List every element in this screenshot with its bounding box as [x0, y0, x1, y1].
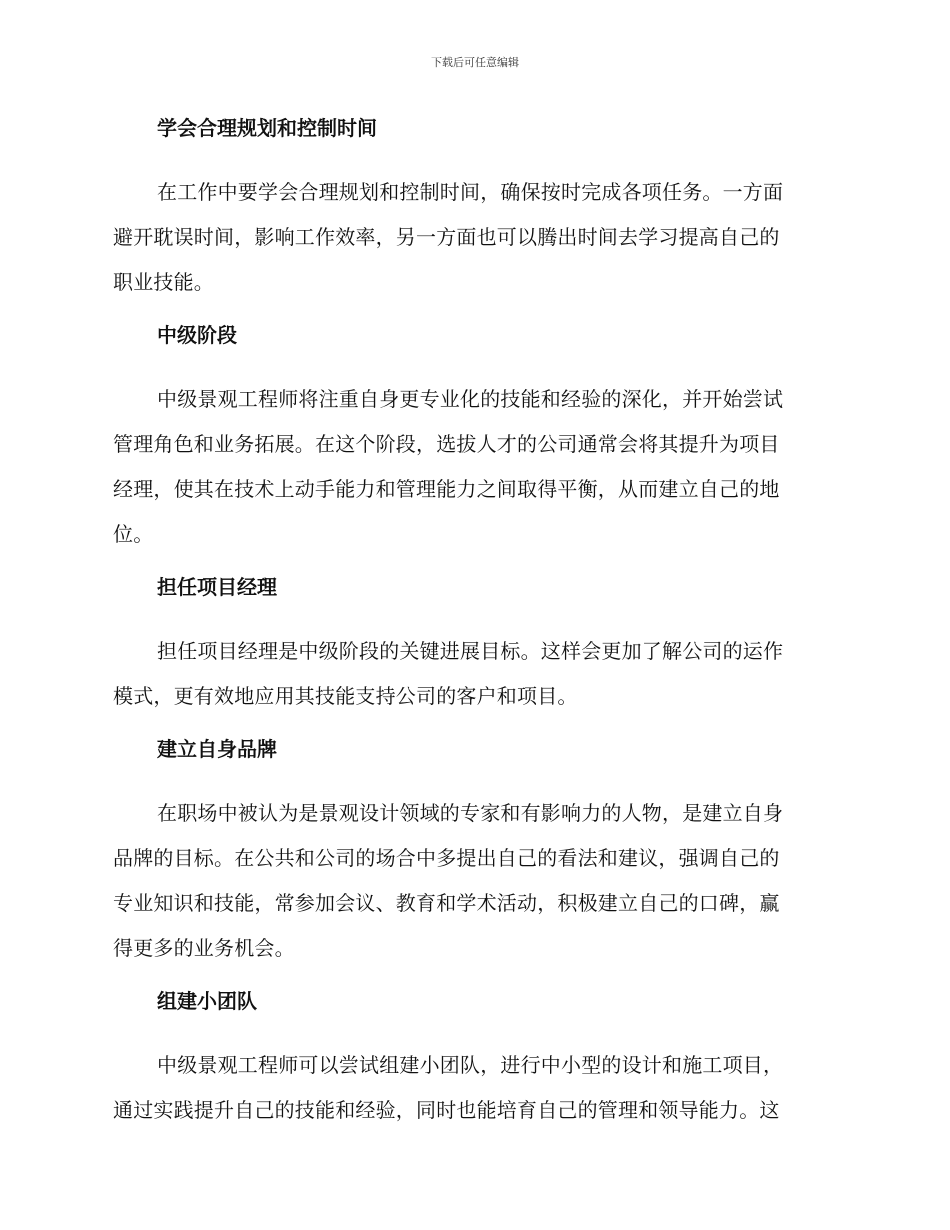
paragraph-line: 经理，使其在技术上动手能力和管理能力之间取得平衡，从而建立自己的地	[113, 477, 780, 501]
paragraph-line: 管理角色和业务拓展。在这个阶段，选拔人才的公司通常会将其提升为项目	[113, 432, 780, 456]
paragraph-line: 在工作中要学会合理规划和控制时间，确保按时完成各项任务。一方面	[157, 180, 784, 204]
section-paragraph	[113, 170, 833, 305]
section-heading: 担任项目经理	[157, 575, 277, 599]
section-heading: 中级阶段	[157, 323, 237, 347]
section-paragraph	[113, 1043, 833, 1133]
paragraph-line: 职业技能。	[113, 270, 214, 294]
paragraph-line: 中级景观工程师可以尝试组建小团队，进行中小型的设计和施工项目，	[157, 1053, 784, 1077]
document-body	[113, 112, 833, 1147]
paragraph-line: 通过实践提升自己的技能和经验，同时也能培育自己的管理和领导能力。这	[113, 1098, 780, 1122]
paragraph-line: 位。	[113, 522, 154, 546]
paragraph-line: 避开耽误时间，影响工作效率，另一方面也可以腾出时间去学习提高自己的	[113, 225, 780, 249]
section-paragraph	[113, 377, 833, 557]
section-heading: 组建小团队	[157, 989, 257, 1013]
paragraph-line: 在职场中被认为是景观设计领域的专家和有影响力的人物，是建立自身	[157, 801, 784, 825]
paragraph-line: 专业知识和技能，常参加会议、教育和学术活动，积极建立自己的口碑，赢	[113, 891, 780, 915]
paragraph-line: 品牌的目标。在公共和公司的场合中多提出自己的看法和建议，强调自己的	[113, 846, 780, 870]
section-heading: 学会合理规划和控制时间	[157, 116, 377, 140]
section-heading: 建立自身品牌	[157, 737, 277, 761]
section-paragraph	[113, 791, 833, 971]
paragraph-line: 担任项目经理是中级阶段的关键进展目标。这样会更加了解公司的运作	[157, 639, 784, 663]
paragraph-line: 中级景观工程师将注重自身更专业化的技能和经验的深化，并开始尝试	[157, 387, 784, 411]
paragraph-line: 模式，更有效地应用其技能支持公司的客户和项目。	[113, 684, 578, 708]
section-paragraph	[113, 629, 833, 719]
page-header: 下载后可任意编辑	[431, 56, 519, 69]
paragraph-line: 得更多的业务机会。	[113, 936, 295, 960]
